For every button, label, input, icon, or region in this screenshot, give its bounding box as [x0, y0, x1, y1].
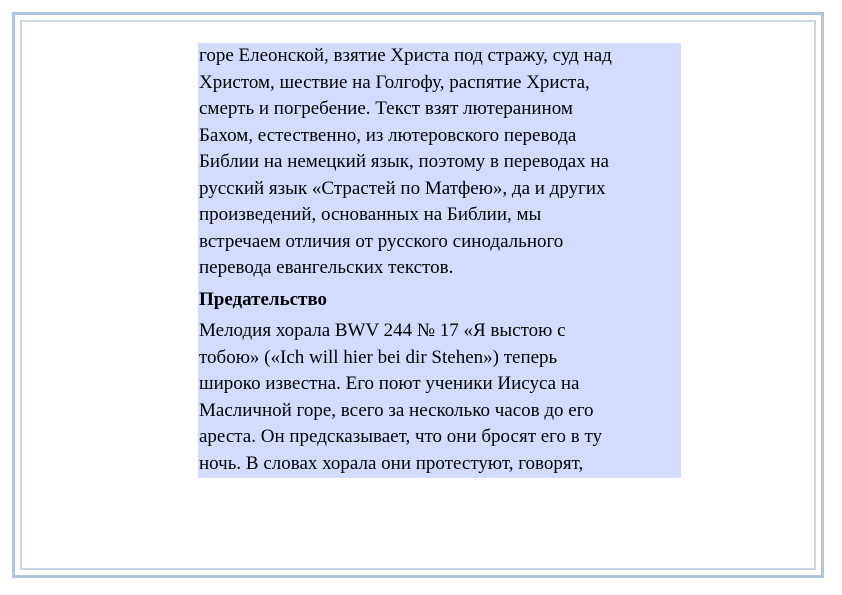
text-line: ночь. В словах хорала они протестуют, говорят,: [199, 452, 584, 474]
text-line: Мелодия хорала BWV 244 № 17 «Я выстою с: [199, 320, 566, 341]
section-heading: Предательство: [199, 288, 328, 310]
text-line: тобою» («Ich will hier bei dir Stehen») теперь: [199, 346, 558, 368]
text-line: Христом, шествие на Голгофу, распятие Христа,: [199, 71, 590, 93]
text-line: перевода евангельских текстов.: [199, 257, 454, 278]
text-line: Бахом, естественно, из лютеровского перевода: [199, 124, 577, 146]
paragraph-2: [199, 318, 689, 477]
paragraph-1: [199, 43, 689, 282]
text-box: [198, 43, 681, 478]
document-body: [199, 43, 689, 477]
text-line: ареста. Он предсказывает, что они бросят его в ту: [199, 426, 603, 447]
text-line: встречаем отличия от русского синодального: [199, 230, 564, 252]
text-line: русский язык «Страстей по Матфею», да и других: [199, 177, 606, 199]
text-line: горе Елеонской, взятие Христа под стражу, суд над: [199, 45, 612, 66]
text-line: произведений, основанных на Библии, мы: [199, 204, 542, 225]
text-line: смерть и погребение. Текст взят лютеранином: [199, 98, 573, 119]
text-line: Масличной горе, всего за несколько часов до его: [199, 399, 594, 421]
text-line: широко известна. Его поют ученики Иисуса на: [199, 373, 580, 394]
text-line: Библии на немецкий язык, поэтому в переводах на: [199, 151, 609, 172]
